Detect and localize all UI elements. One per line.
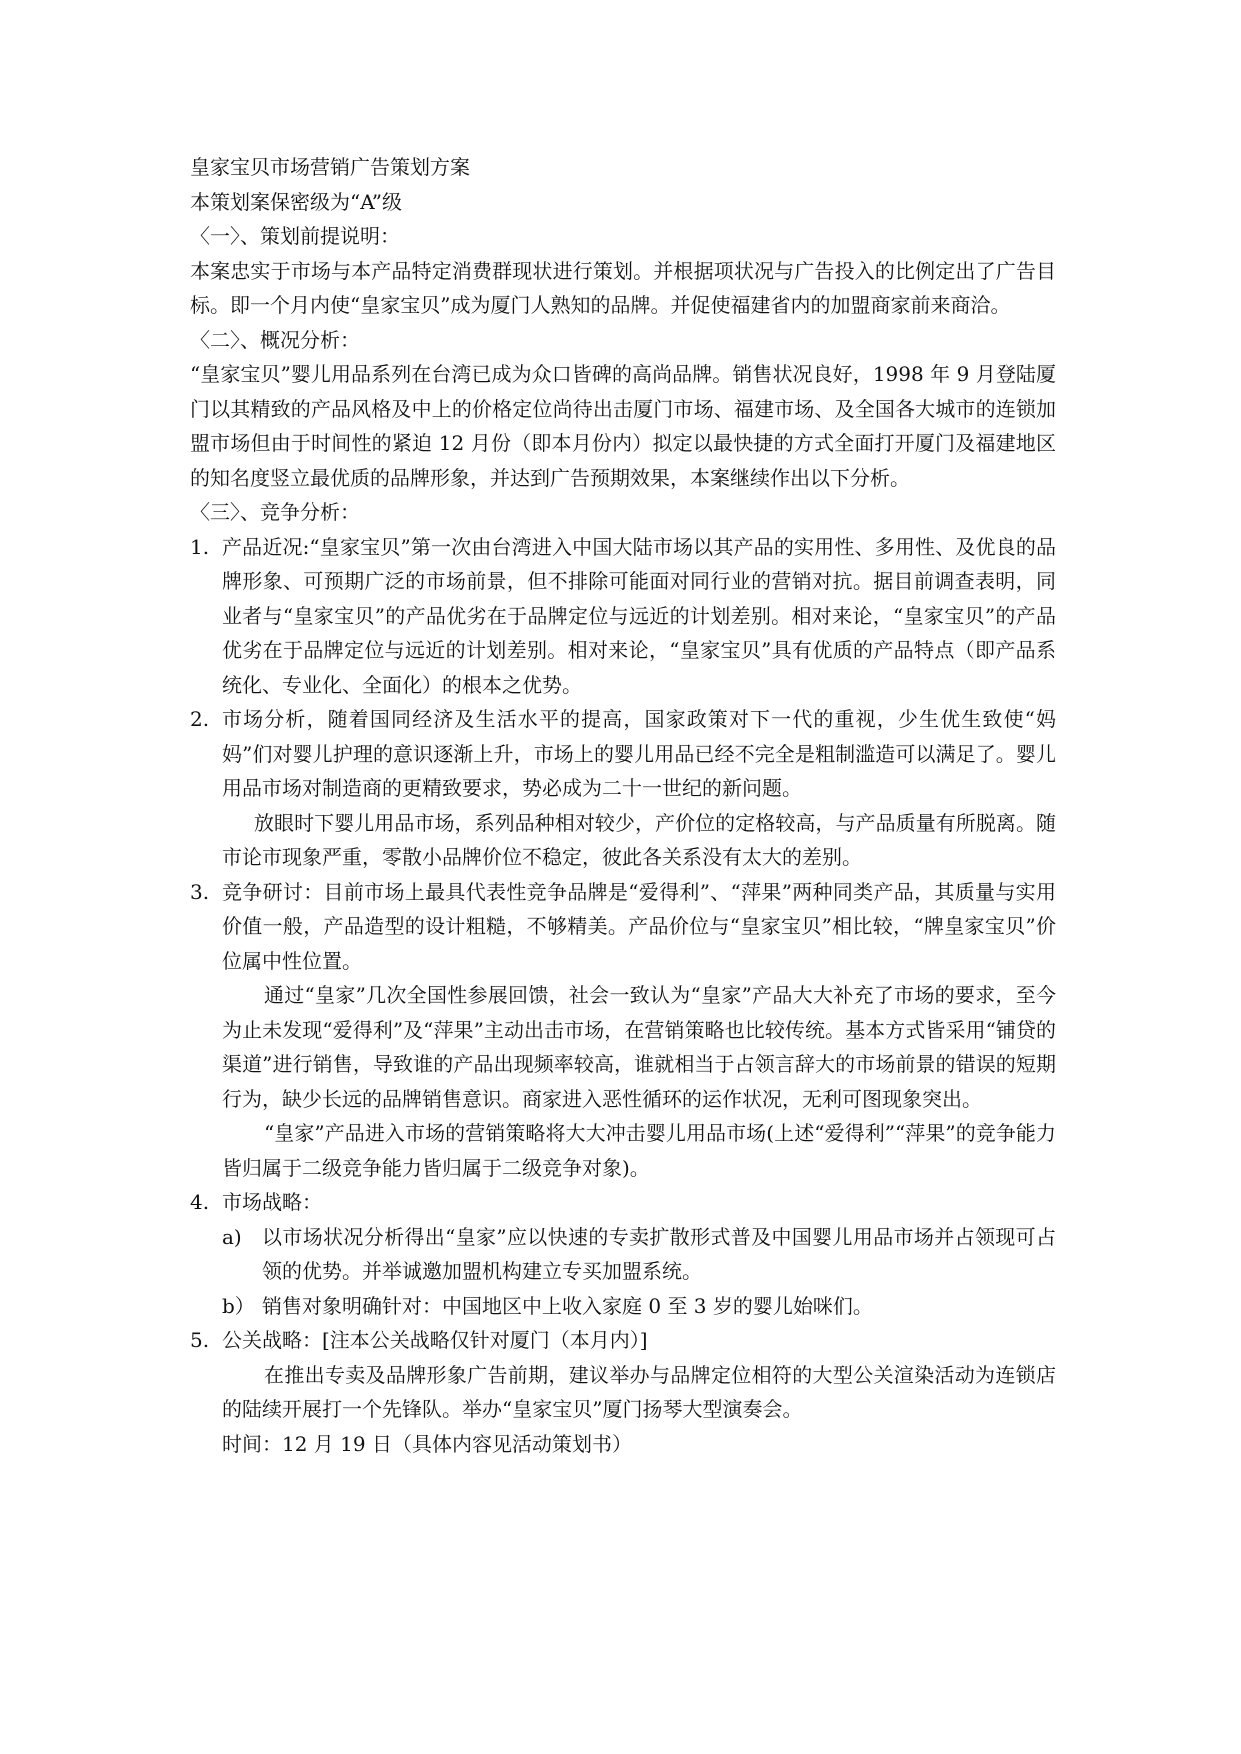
list-text: 市场分析，随着国同经济及生活水平的提高，国家政策对下一代的重视，少生优生致使“妈妈”们对婴儿护理的意识逐渐上升，市场上的婴儿用品已经不完全是粗制滥造可以满足了。婴儿用品市场对制造商的更精致要求，势必成为二十一世纪的新问题。 [222,707,1056,800]
list-text: 竞争研讨：目前市场上最具代表性竞争品牌是“爱得利”、“萍果”两种同类产品，其质量与实用价值一般，产品造型的设计粗糙，不够精美。产品价位与“皇家宝贝”相比较，“牌皇家宝贝”价位属中性位置。 [222,879,1056,973]
list-item-3-paragraph: 通过“皇家”几次全国性参展回馈，社会一致认为“皇家”产品大大补充了市场的要求，至今为止未发现“爱得利”及“萍果”主动出击市场，在营销策略也比较传统。基本方式皆采用“铺贷的渠道”进行销售，导致谁的产品出现频率较高，谁就相当于占领言辞大的市场前景的错误的短期行为，缺少长远的品牌销售意识。商家进入恶性循环的运作状况，无利可图现象突出。 [222,983,1056,1111]
list-item-4 [190,1185,1056,1220]
list-number: 1. [190,534,210,559]
sub-number: b） [222,1293,255,1318]
section-1-heading: 〈一〉、策划前提说明： [190,224,400,248]
list-text: 公关战略：[注本公关战略仅针对厦门（本月内）] [222,1328,648,1352]
list-number: 2. [190,707,210,731]
list-number: 5. [190,1328,210,1352]
list-item-2 [190,702,1056,806]
section-3-heading: 〈三〉、竞争分析： [190,500,360,524]
confidential-notice: 本策划案保密级为“A”级 [190,189,402,214]
section-2-heading: 〈二〉、概况分析： [190,327,360,352]
sub-item-b [190,1289,1056,1324]
list-number: 4. [190,1190,210,1214]
list-item-5 [190,1323,1056,1358]
document-title: 皇家宝贝市场营销广告策划方案 [190,155,470,179]
list-item-5-paragraph: 在推出专卖及品牌形象广告前期，建议举办与品牌定位相符的大型公关渲染活动为连锁店的陆续开展打一个先锋队。举办“皇家宝贝”厦门扬琴大型演奏会。 [222,1362,1056,1421]
list-item-3-paragraph-2: “皇家”产品进入市场的营销策略将大大冲击婴儿用品市场(上述“爱得利”“萍果”的竞争能力皆归属于二级竞争能力皆归属于二级竞争对象)。 [222,1121,1056,1180]
sub-number: a) [222,1224,242,1249]
list-number: 3. [190,879,210,904]
event-time: 时间：12 月 19 日（具体内容见活动策划书） [222,1431,632,1456]
list-item-2-paragraph: 放眼时下婴儿用品市场，系列品种相对较少，产价位的定格较高，与产品质量有所脱离。随市论市现象严重，零散小品牌价位不稳定，彼此各关系没有太大的差别。 [222,810,1056,869]
sub-text: 以市场状况分析得出“皇家”应以快速的专卖扩散形式普及中国婴儿用品市场并占领现可占领的优势。并举诚邀加盟机构建立专买加盟系统。 [262,1224,1056,1283]
list-text: 市场战略： [222,1190,322,1214]
list-item-1 [190,530,1056,703]
sub-text: 销售对象明确针对：中国地区中上收入家庭 0 至 3 岁的婴儿始咪们。 [262,1293,873,1318]
sub-item-a [190,1220,1056,1289]
document-body [190,150,1056,1461]
section-1-text: 本案忠实于市场与本产品特定消费群现状进行策划。并根据项状况与广告投入的比例定出了广告目标。即一个月内使“皇家宝贝”成为厦门人熟知的品牌。并促使福建省内的加盟商家前来商洽。 [190,258,1056,317]
list-text: 产品近况:“皇家宝贝”第一次由台湾进入中国大陆市场以其产品的实用性、多用性、及优良的品牌形象、可预期广泛的市场前景，但不排除可能面对同行业的营销对抗。据目前调查表明，同业者与“皇家宝贝”的产品优劣在于品牌定位与远近的计划差别。相对来论，“皇家宝贝”的产品优劣在于品牌定位与远近的计划差别。相对来论，“皇家宝贝”具有优质的产品特点（即产品系统化、专业化、全面化）的根本之优势。 [222,534,1056,697]
list-item-3 [190,875,1056,979]
section-2-text: “皇家宝贝”婴儿用品系列在台湾已成为众口皆碑的高尚品牌。销售状况良好，1998 年 9 月登陆厦门以其精致的产品风格及中上的价格定位尚待出击厦门市场、福建市场、及全国各大城市的连锁加盟市场但由于时间性的紧迫 12 月份（即本月份内）拟定以最快捷的方式全面打开厦门及福建地区的知名度竖立最优质的品牌形象，并达到广告预期效果，本案继续作出以下分析。 [190,362,1056,490]
